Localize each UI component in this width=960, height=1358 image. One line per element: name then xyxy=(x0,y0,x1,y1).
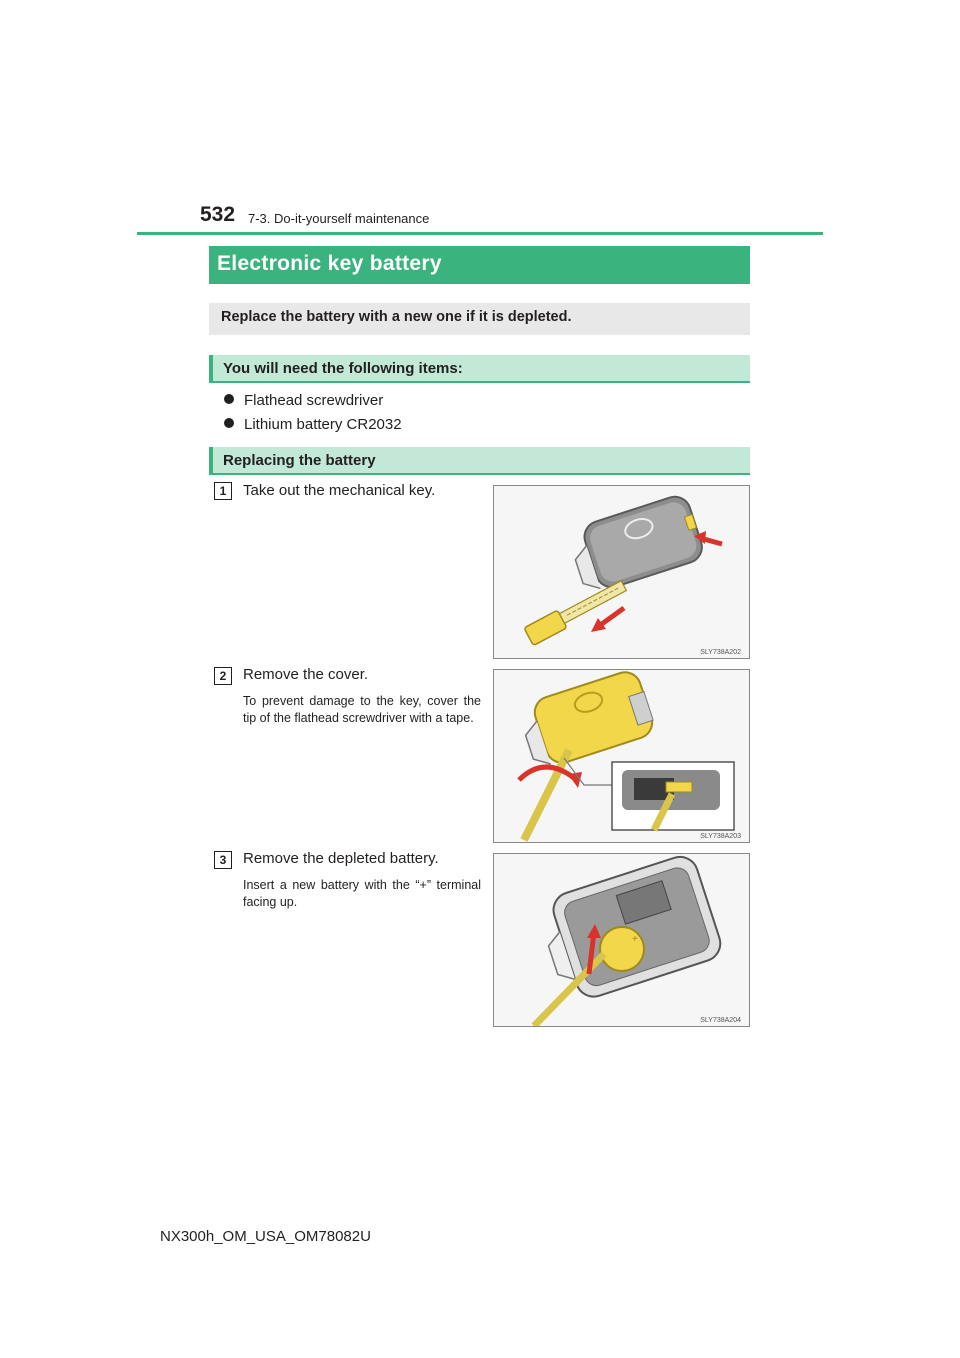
list-item xyxy=(224,416,402,433)
step-text: Take out the mechanical key. xyxy=(243,482,436,499)
figure-remove-cover xyxy=(493,669,750,843)
figure-code: SLY738A203 xyxy=(700,833,741,840)
title-bar xyxy=(209,246,750,284)
header-rule xyxy=(137,232,823,235)
step-note: Insert a new battery with the “+” terminal facing up. xyxy=(243,878,481,909)
bullet-icon xyxy=(224,394,234,404)
list-item xyxy=(224,392,383,409)
figure-code: SLY738A204 xyxy=(700,1017,741,1024)
svg-text:+: + xyxy=(632,934,638,945)
intro-box xyxy=(209,303,750,335)
figure-take-out-key xyxy=(493,485,750,659)
items-heading: You will need the following items: xyxy=(223,360,463,377)
footer-doc-id: NX300h_OM_USA_OM78082U xyxy=(160,1228,371,1245)
list-item-text: Lithium battery CR2032 xyxy=(244,416,402,433)
items-heading-bar xyxy=(209,355,750,383)
step-text: Remove the depleted battery. xyxy=(243,850,439,867)
list-item-text: Flathead screwdriver xyxy=(244,392,384,409)
bullet-icon xyxy=(224,418,234,428)
intro-text: Replace the battery with a new one if it is depleted. xyxy=(221,309,572,325)
replace-heading: Replacing the battery xyxy=(223,452,376,469)
section-title: 7-3. Do-it-yourself maintenance xyxy=(248,211,430,226)
step-number: 3 xyxy=(214,851,232,869)
step-number: 1 xyxy=(214,482,232,500)
figure-remove-battery xyxy=(493,853,750,1027)
figure-code: SLY738A202 xyxy=(700,649,741,656)
page-number: 532 xyxy=(200,203,236,226)
step-note: To prevent damage to the key, cover the tip of the flathead screwdriver with a tape. xyxy=(243,694,481,725)
replace-heading-bar xyxy=(209,447,750,475)
page-title: Electronic key battery xyxy=(217,252,442,275)
step-number: 2 xyxy=(214,667,232,685)
step-text: Remove the cover. xyxy=(243,666,369,683)
